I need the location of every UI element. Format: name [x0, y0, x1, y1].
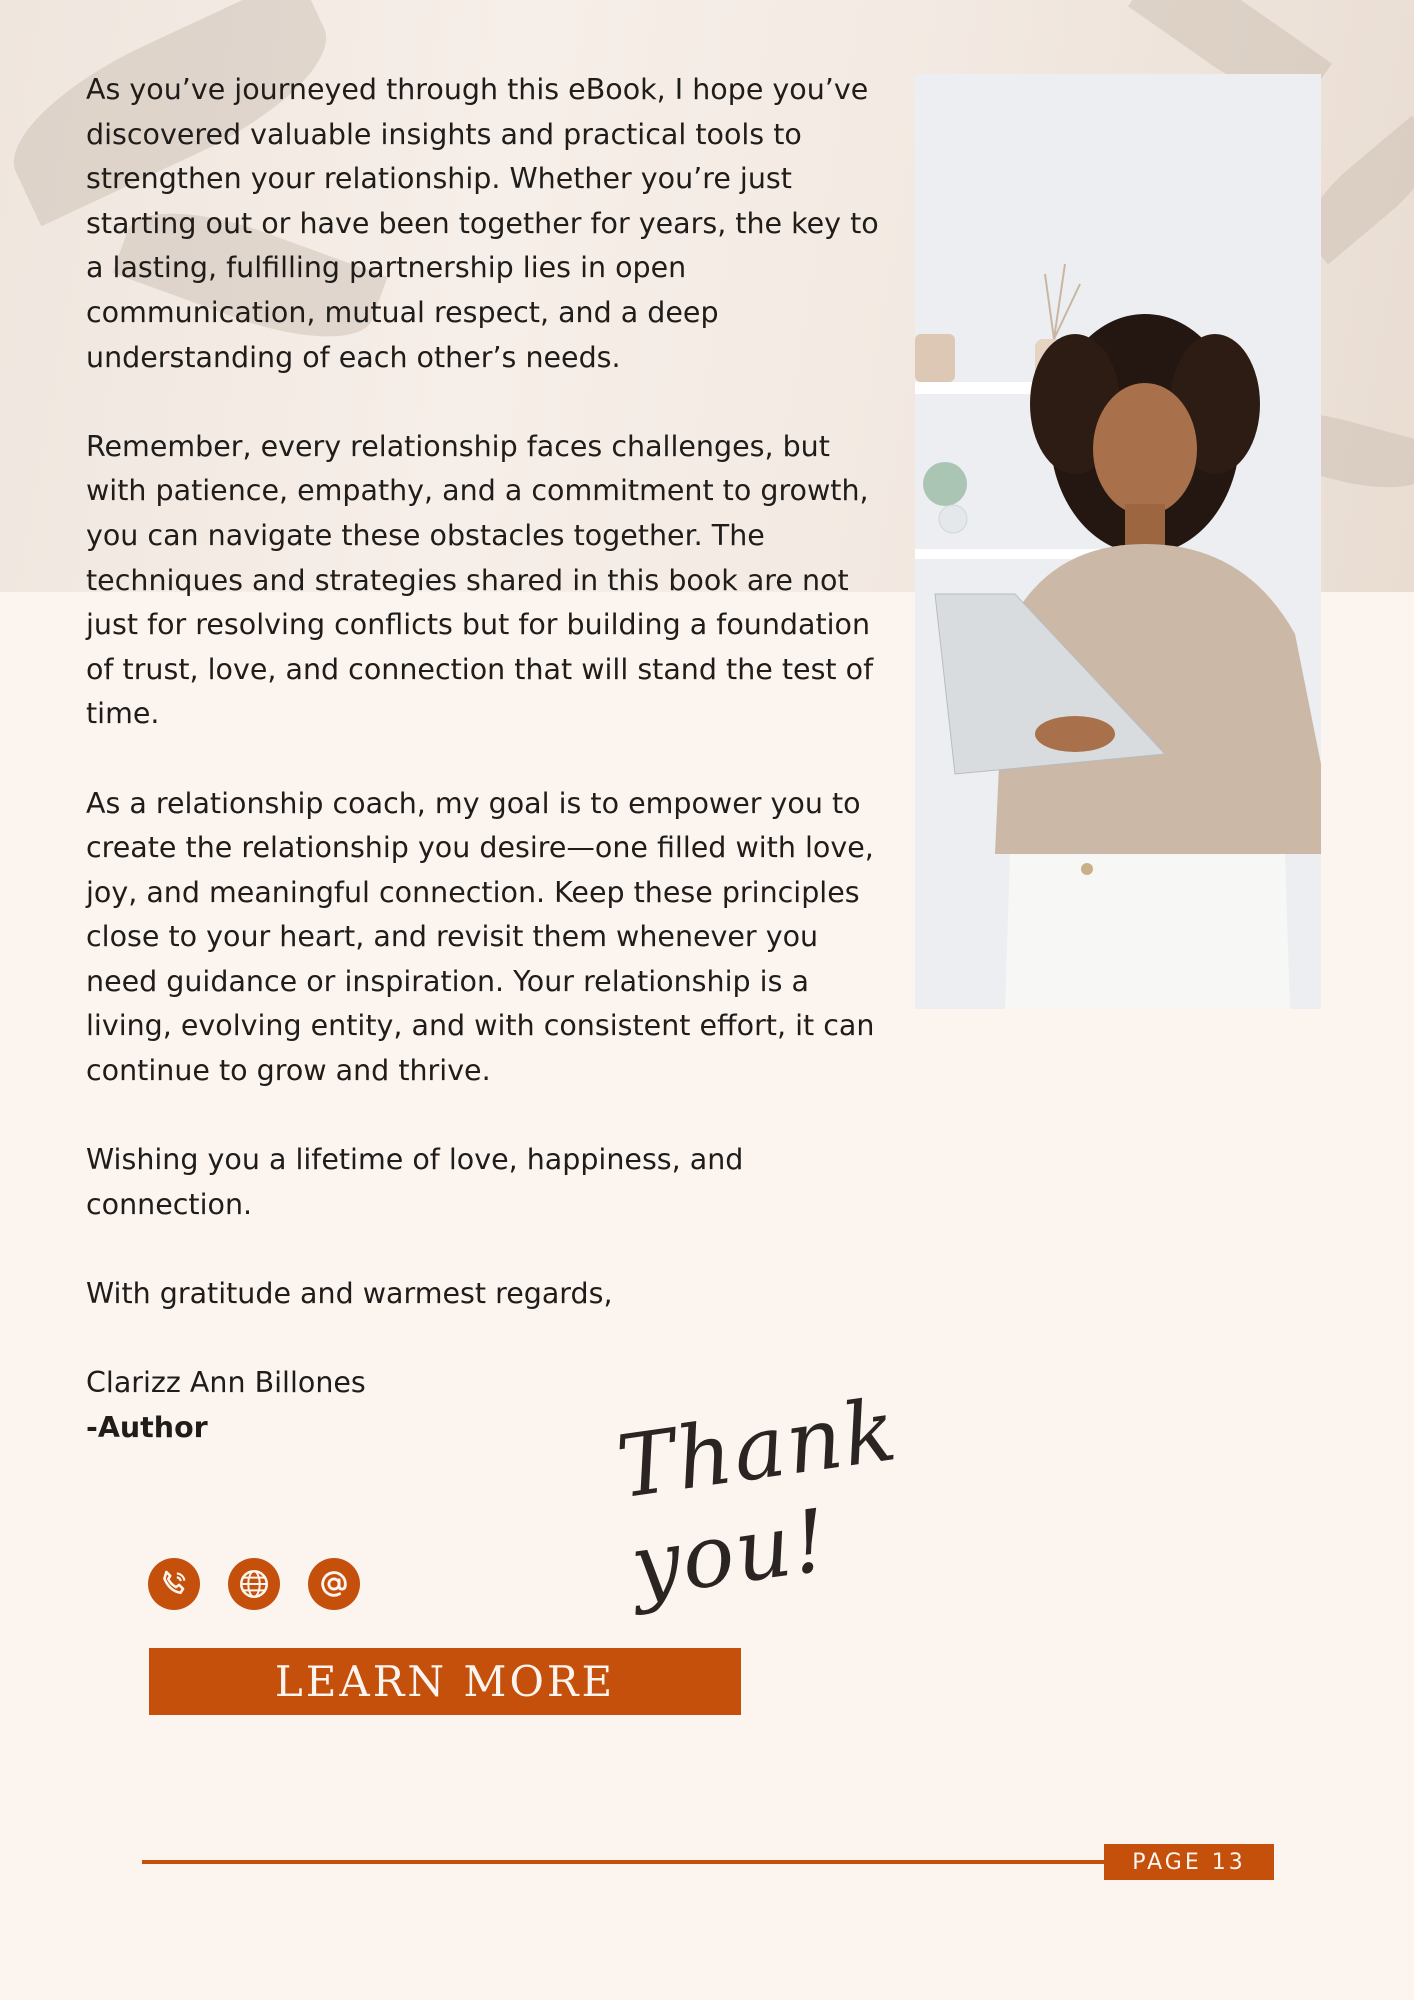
contact-icons — [148, 1558, 360, 1610]
globe-icon[interactable] — [228, 1558, 280, 1610]
author-name: Clarizz Ann Billones — [86, 1366, 366, 1400]
page-number: PAGE 13 — [1104, 1844, 1274, 1880]
at-icon[interactable] — [308, 1558, 360, 1610]
closing-line: With gratitude and warmest regards, — [86, 1277, 613, 1311]
paragraph-2: Remember, every relationship faces challenges, but with patience, empathy, and a commitment to growth, you can navigate these obstacles together. The techniques and strategies shared in this book are not just for resolving conflicts but for building a foundation of trust, love, and connection that will stand the test of time. — [86, 429, 874, 731]
learn-more-button[interactable]: LEARN MORE — [149, 1648, 741, 1715]
letter-body — [86, 68, 886, 1450]
footer-divider — [142, 1860, 1106, 1864]
paragraph-1: As you’ve journeyed through this eBook, I hope you’ve discovered valuable insights and practical tools to strengthen your relationship. Whether you’re just starting out or have been together for years, the key to a lasting, fulfilling partnership lies in open communication, mutual respect, and a deep understanding of each other’s needs. — [86, 73, 879, 374]
paragraph-4: Wishing you a lifetime of love, happiness, and connection. — [86, 1143, 744, 1221]
phone-icon[interactable] — [148, 1558, 200, 1610]
author-role: -Author — [86, 1410, 208, 1444]
thank-you-signature: Thank you! — [611, 1379, 904, 1618]
paragraph-3: As a relationship coach, my goal is to empower you to create the relationship you desire—one filled with love, joy, and meaningful connection. Keep these principles close to your heart, and revisit them whenever you need guidance or inspiration. Your relationship is a living, evolving entity, and with consistent effort, it can continue to grow and thrive. — [86, 786, 875, 1088]
author-photo — [915, 74, 1321, 1009]
